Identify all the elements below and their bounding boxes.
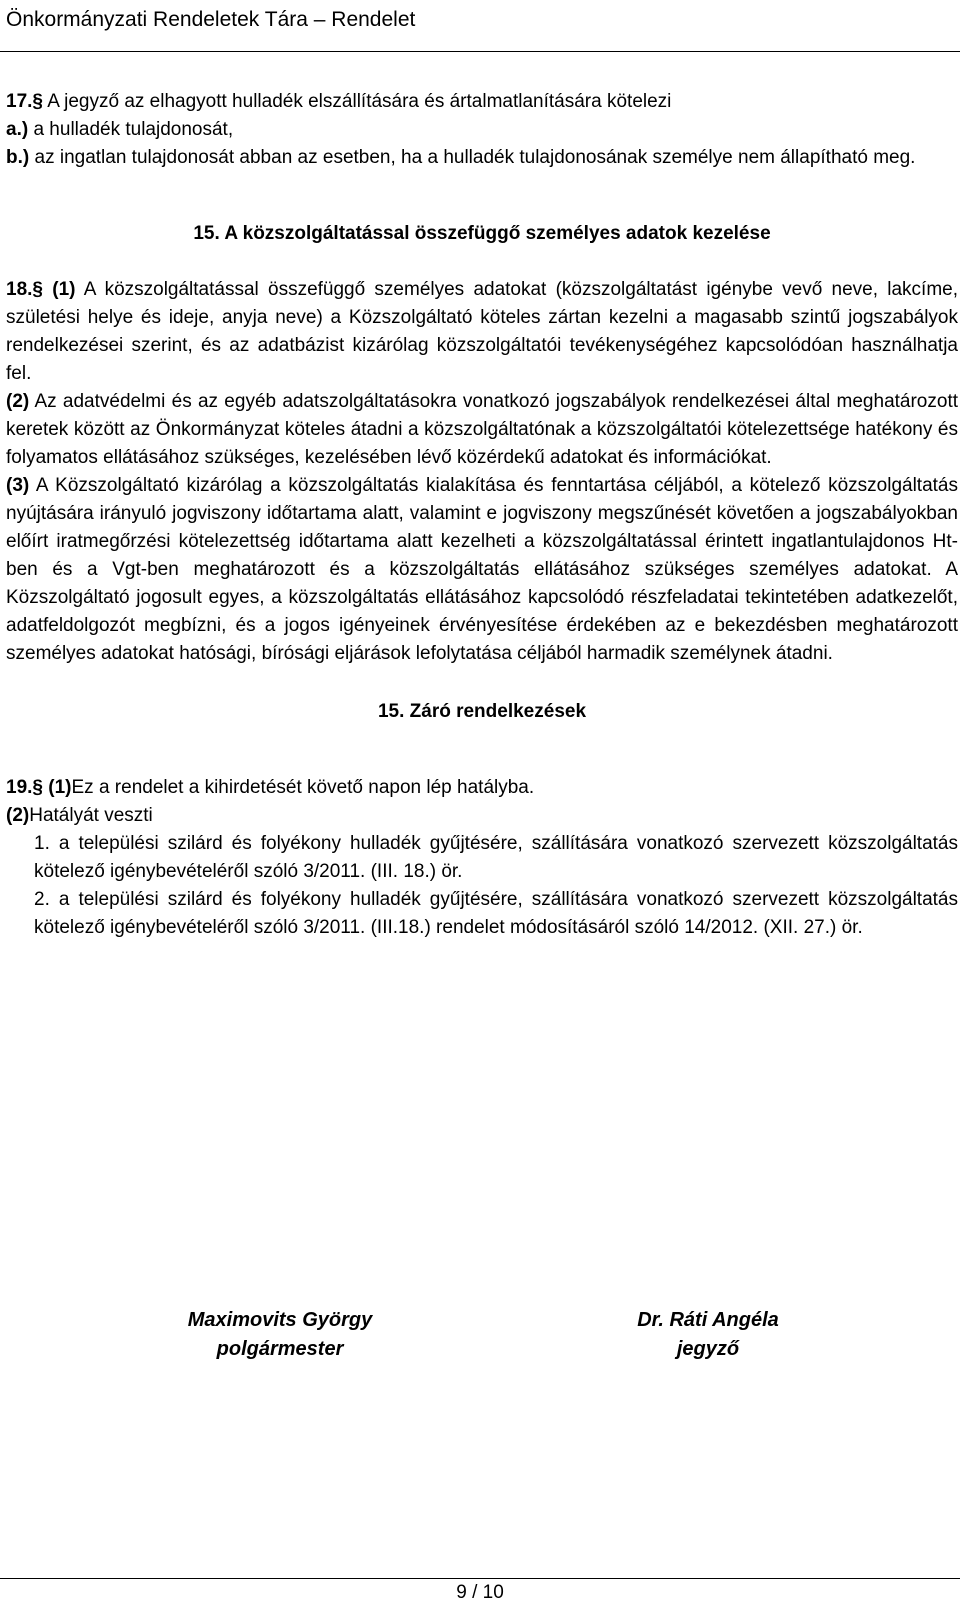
subsection-text: A közszolgáltatással összefüggő személyes adatokat (közszolgáltatást igénybe vevő neve, lakcíme, születési helye és ideje, anyja neve) a Közszolgáltató köteles zártan kezelni a magasabb szintű jogszabályok rendelkezései szerint, és az adatbázist kizárólag közszolgáltatói tevékenységéhez kapcsolódóan használhatja fel. <box>6 279 959 384</box>
paragraph-18-3 <box>6 472 958 668</box>
paragraph-19-2 <box>6 802 958 830</box>
document-body <box>6 88 958 942</box>
point-text: az ingatlan tulajdonosát abban az esetben, ha a hulladék tulajdonosának személye nem állapítható meg. <box>29 147 916 168</box>
paragraph-number: 18.§ <box>6 279 43 300</box>
point-label: b.) <box>6 147 30 168</box>
subsection-text: Ez a rendelet a kihirdetését követő napon lép hatályba. <box>71 777 535 798</box>
subsection-label: (1) <box>52 279 76 300</box>
paragraph-number: 17.§ <box>6 91 43 112</box>
section-heading-closing: 15. Záró rendelkezések <box>377 701 587 722</box>
point-text: a hulladék tulajdonosát, <box>28 119 234 140</box>
signature-notary <box>558 1306 858 1364</box>
subsection-text: Az adatvédelmi és az egyéb adatszolgáltatásokra vonatkozó jogszabályok rendelkezései által meghatározott keretek között az Önkormányzat köteles átadni a közszolgáltatónak a közszolgáltatói kötelezettsége hatékony és folyamatos ellátásához szükséges, kezelésében lévő közérdekű adatokat és információkat. <box>6 391 958 468</box>
paragraph-18-2 <box>6 388 958 472</box>
point-label: a.) <box>6 119 29 140</box>
repealed-item: 1. a települési szilárd és folyékony hulladék gyűjtésére, szállítására vonatkozó szervezett közszolgáltatás kötelező igénybevételéről szóló 3/2011. (III. 18.) ör. <box>34 833 958 882</box>
subsection-text: A Közszolgáltató kizárólag a közszolgáltatás kialakítása és fenntartása céljából, a kötelező közszolgáltatás nyújtására irányuló jogviszony időtartama alatt, valamint e jogviszony megszűnését követően a jogszabályokban előírt iratmegőrzési kötelezettség időtartama alatt kezelheti a közszolgáltatással érintett ingatlantulajdonos Ht-ben és a Vgt-ben meghatározott és a közszolgáltatás ellátásához szükséges személyes adatokat. A Közszolgáltató jogosult egyes, a közszolgáltatás ellátásához kapcsolódó részfeladatai tekintetében adatkezelőt, adatfeldolgozót megbízni, és a jogos igényeinek érvényesítése érdekében az e bekezdésben meghatározott személyes adatokat hatósági, bírósági eljárások lefolytatása céljából harmadik személynek átadni. <box>6 475 958 664</box>
signature-name: Dr. Ráti Angéla <box>637 1309 779 1331</box>
subsection-label: (3) <box>6 475 30 496</box>
signature-name: Maximovits György <box>187 1309 373 1331</box>
signature-mayor <box>130 1306 430 1364</box>
page-number: 9 / 10 <box>456 1582 504 1603</box>
subsection-label: (2) <box>6 391 30 412</box>
paragraph-17 <box>6 88 958 172</box>
paragraph-number: 19.§ <box>6 777 43 798</box>
signature-title: jegyző <box>676 1338 740 1360</box>
paragraph-18-1 <box>6 276 958 388</box>
signature-title: polgármester <box>216 1338 344 1360</box>
document-header <box>0 0 960 52</box>
paragraph-text: A jegyző az elhagyott hulladék elszállítására és ártalmatlanítására kötelezi <box>42 91 672 112</box>
subsection-label: (2) <box>6 805 30 826</box>
subsection-label: (1) <box>48 777 72 798</box>
subsection-text: Hatályát veszti <box>29 805 153 826</box>
repealed-item: 2. a települési szilárd és folyékony hulladék gyűjtésére, szállítására vonatkozó szervezett közszolgáltatás kötelező igénybevételéről szóló 3/2011. (III.18.) rendelet módosításáról szóló 14/2012. (XII. 27.) ör. <box>34 889 958 938</box>
paragraph-19-1 <box>6 774 958 802</box>
header-title: Önkormányzati Rendeletek Tára – Rendelet <box>6 8 416 31</box>
footer-divider <box>0 1578 960 1579</box>
section-heading-data-handling: 15. A közszolgáltatással összefüggő személyes adatok kezelése <box>193 223 771 244</box>
